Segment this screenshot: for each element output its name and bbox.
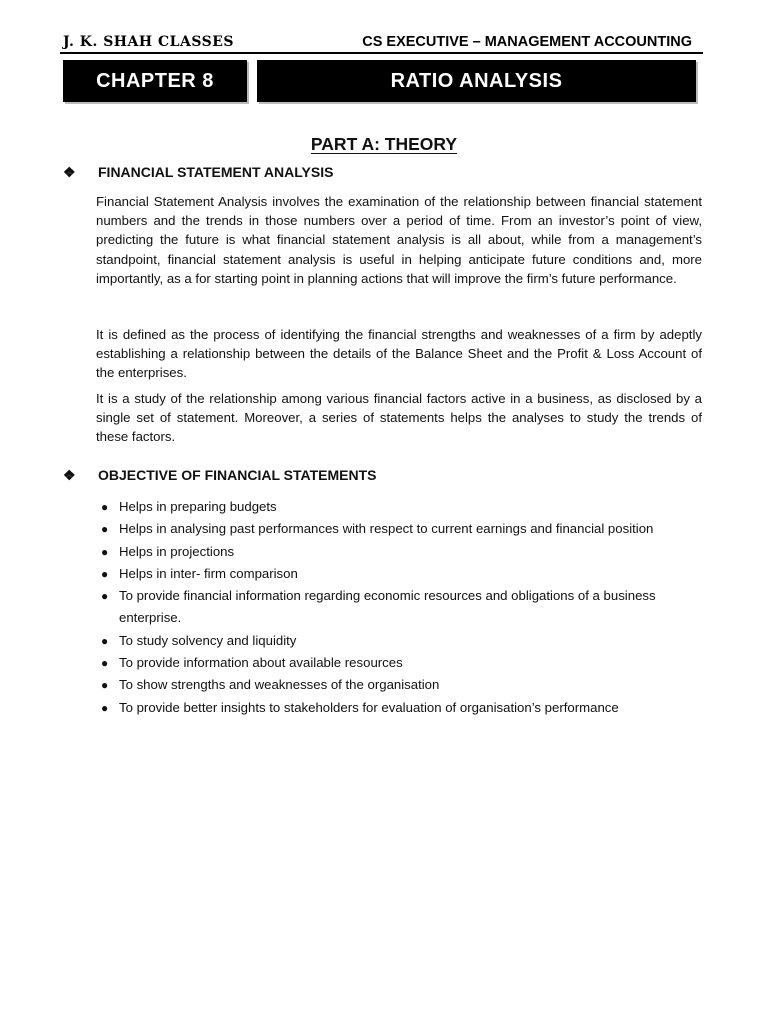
list-item [96, 630, 706, 652]
section-heading-financial-statement-analysis [63, 164, 333, 180]
list-item-text: To study solvency and liquidity [119, 632, 297, 648]
objectives-list [96, 496, 706, 719]
chapter-number-box [63, 60, 247, 102]
list-item-text: To provide information about available resources [119, 655, 403, 671]
list-item [96, 563, 706, 585]
list-item-text: Helps in analysing past performances with respect to current earnings and financial position [119, 521, 654, 537]
header-divider [60, 52, 703, 54]
list-item [96, 674, 706, 696]
course-title: CS EXECUTIVE – MANAGEMENT ACCOUNTING [362, 34, 692, 50]
section-heading-text: FINANCIAL STATEMENT ANALYSIS [98, 164, 334, 180]
chapter-title-box [257, 60, 696, 102]
list-item [96, 652, 706, 674]
list-item-text: Helps in projections [119, 543, 235, 559]
section-heading-text: OBJECTIVE OF FINANCIAL STATEMENTS [98, 467, 377, 483]
list-item [96, 496, 706, 518]
bullet-dot-icon: ● [101, 678, 109, 693]
part-title-text: PART A: THEORY [310, 134, 458, 154]
paragraph: Financial Statement Analysis involves the examination of the relationship between financial statement numbers and the trends in those numbers over a period of time. From an investor’s point of view, predicting the future is what financial statement analysis is all about, while from a management’s standpoint, financial statement analysis is useful in helping anticipate future conditions and, more importantly, as a for starting point in planning actions that will improve the firm’s future performance. [96, 194, 702, 286]
diamond-bullet-icon: ❖ [63, 164, 76, 180]
list-item [96, 518, 706, 540]
bullet-dot-icon: ● [101, 656, 109, 671]
list-item [96, 541, 706, 563]
paragraph: It is defined as the process of identifying the financial strengths and weaknesses of a firm by adeptly establishing a relationship between the details of the Balance Sheet and the Profit & Loss Account of the enterprises. [96, 327, 702, 381]
bullet-dot-icon: ● [101, 500, 109, 514]
list-item-text: To provide better insights to stakeholders for evaluation of organisation’s performance [119, 699, 619, 715]
part-title [0, 134, 768, 155]
list-item-text: To provide financial information regarding economic resources and obligations of a business enterprise. [119, 588, 656, 626]
chapter-number-label: CHAPTER 8 [96, 69, 214, 92]
paragraph: It is a study of the relationship among various financial factors active in a business, as disclosed by a single set of statement. Moreover, a series of statements helps the analyses to study the trends of these factors. [96, 391, 702, 445]
bullet-dot-icon: ● [101, 633, 109, 648]
list-item-text: Helps in inter- firm comparison [119, 565, 298, 581]
institute-name: J. K. SHAH CLASSES [63, 34, 235, 50]
diamond-bullet-icon: ❖ [63, 467, 76, 483]
section-heading-objective-of-financial-statements [63, 467, 376, 483]
list-item-text: Helps in preparing budgets [119, 499, 277, 514]
bullet-dot-icon: ● [101, 589, 109, 604]
chapter-title: RATIO ANALYSIS [390, 69, 563, 92]
bullet-dot-icon: ● [101, 544, 109, 559]
list-item [96, 585, 706, 630]
bullet-dot-icon: ● [101, 566, 109, 581]
list-item-text: To show strengths and weaknesses of the organisation [119, 677, 440, 693]
bullet-dot-icon: ● [101, 700, 109, 715]
bullet-dot-icon: ● [101, 522, 109, 537]
list-item [96, 697, 706, 719]
